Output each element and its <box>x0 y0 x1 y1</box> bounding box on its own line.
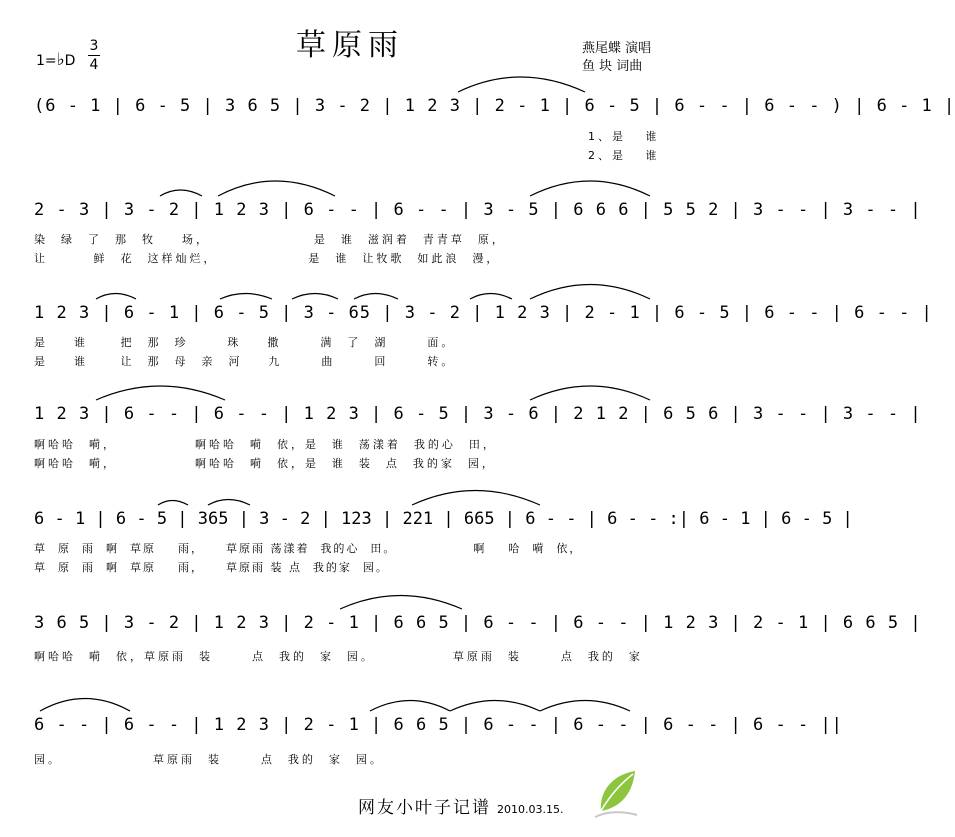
slur-mark <box>160 190 202 196</box>
time-signature-top: 3 <box>89 38 99 54</box>
footer-credit <box>358 793 563 818</box>
time-signature-bottom: 4 <box>89 57 99 73</box>
tie-mark <box>96 386 225 400</box>
notation-line-5: 6 - 1 | 6 - 5 | 365 | 3 - 2 | 123 | 221 | 665 | 6 - - | 6 - - :| 6 - 1 | 6 - 5 | <box>34 509 853 529</box>
lyric-line-1a: 1、是 谁 <box>588 130 660 143</box>
tie-mark <box>370 701 450 712</box>
tie-mark <box>340 596 462 610</box>
notation-line-7: 6 - - | 6 - - | 1 2 3 | 2 - 1 | 6 6 5 | 6 - - | 6 - - | 6 - - | 6 - - || <box>34 715 843 735</box>
lyric-line-1b: 2、是 谁 <box>588 149 660 162</box>
slur-mark <box>470 294 512 300</box>
lyric-line-2b: 让 鲜 花 这样灿烂， 是 谁 让牧歌 如此浪 漫， <box>34 252 501 265</box>
tie-mark <box>412 491 540 506</box>
key-note: D <box>64 53 76 69</box>
lyric-line-4b: 啊哈哈 嗬， 啊哈哈 嗬 依，是 谁 装 点 我的家 园， <box>34 457 496 470</box>
tie-mark <box>458 77 585 92</box>
tie-mark <box>530 181 650 196</box>
song-title: 草原雨 <box>296 28 404 63</box>
notation-line-2: 2 - 3 | 3 - 2 | 1 2 3 | 6 - - | 6 - - | 3 - 5 | 6 6 6 | 5 5 2 | 3 - - | 3 - - | <box>34 200 922 220</box>
leaf-logo-icon <box>593 767 639 819</box>
tie-mark <box>40 699 130 712</box>
tie-mark <box>218 181 335 196</box>
notation-line-3: 1 2 3 | 6 - 1 | 6 - 5 | 3 - 65 | 3 - 2 | 1 2 3 | 2 - 1 | 6 - 5 | 6 - - | 6 - - | <box>34 303 933 323</box>
lyric-line-3b: 是 谁 让 那 母 亲 河 九 曲 回 转。 <box>34 355 456 368</box>
notation-line-6: 3 6 5 | 3 - 2 | 1 2 3 | 2 - 1 | 6 6 5 | 6 - - | 6 - - | 1 2 3 | 2 - 1 | 6 6 5 | <box>34 613 922 633</box>
slur-mark <box>220 294 272 300</box>
tie-mark <box>530 285 650 300</box>
lyric-line-6a: 啊哈哈 嗬 依，草原雨 装 点 我的 家 园。 草原雨 装 点 我的 家 <box>34 650 643 663</box>
tie-mark <box>530 386 650 400</box>
lyric-line-7a: 园。 草原雨 装 点 我的 家 园。 <box>34 753 384 766</box>
tie-mark <box>540 701 630 712</box>
lyric-line-3a: 是 谁 把 那 珍 珠 撒 满 了 湖 面。 <box>34 336 456 349</box>
slur-mark <box>158 501 188 506</box>
slur-mark <box>96 294 136 300</box>
lyric-line-5a: 草 原 雨 啊 草原 雨， 草原雨 荡漾着 我的心 田。 啊 哈 嗬 依， <box>34 542 583 555</box>
tie-mark <box>450 701 540 712</box>
notation-line-4: 1 2 3 | 6 - - | 6 - - | 1 2 3 | 6 - 5 | 3 - 6 | 2 1 2 | 6 5 6 | 3 - - | 3 - - | <box>34 404 922 424</box>
transcription-date: 2010.03.15. <box>497 803 564 816</box>
slur-mark <box>208 500 250 506</box>
lyric-line-4a: 啊哈哈 嗬， 啊哈哈 嗬 依，是 谁 荡漾着 我的心 田， <box>34 438 497 451</box>
slur-mark <box>354 294 398 300</box>
key-signature <box>36 50 75 70</box>
lyric-line-2a: 染 绿 了 那 牧 场， 是 谁 滋润着 青青草 原， <box>34 233 506 246</box>
lyric-line-5b: 草 原 雨 啊 草原 雨， 草原雨 装 点 我的家 园。 <box>34 561 389 574</box>
key-prefix: 1= <box>36 53 57 69</box>
singer-credit: 燕尾蝶 演唱 <box>582 41 652 56</box>
credits <box>582 40 651 76</box>
transcriber-credit: 网友小叶子记谱 <box>358 798 491 818</box>
notation-line-1: (6 - 1 | 6 - 5 | 3 6 5 | 3 - 2 | 1 2 3 | 2 - 1 | 6 - 5 | 6 - - | 6 - - ) | 6 - 1 | <box>34 96 955 116</box>
flat-sign: ♭ <box>56 50 65 70</box>
slur-mark <box>292 294 338 300</box>
writer-credit: 鱼 块 词曲 <box>582 59 643 74</box>
time-signature <box>88 38 100 73</box>
